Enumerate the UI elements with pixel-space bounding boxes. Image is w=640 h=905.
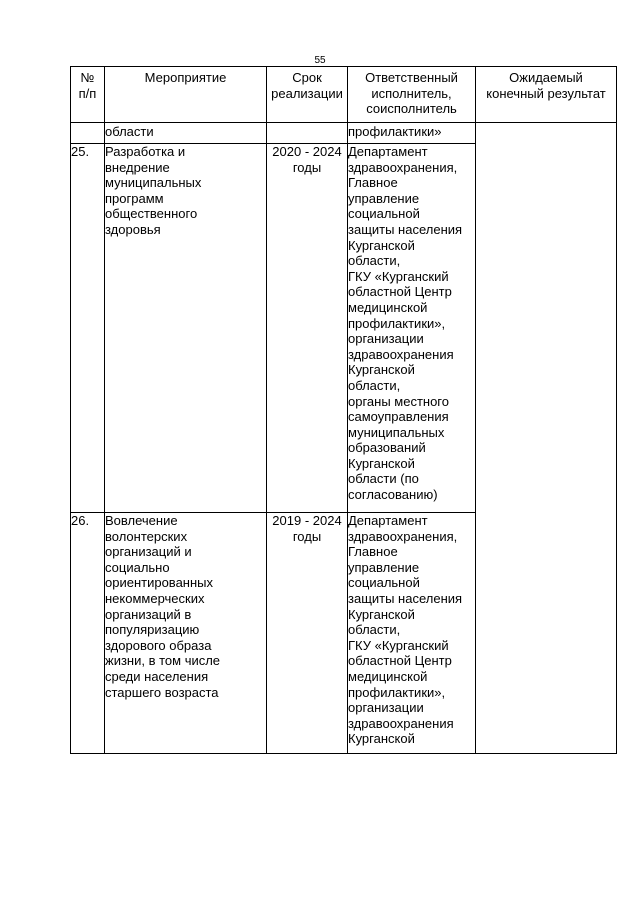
- responsible-line: областной Центр: [348, 284, 452, 300]
- responsible-line: образований: [348, 440, 426, 456]
- header-term-line-1: Срок: [292, 70, 322, 85]
- header-result-line-1: Ожидаемый: [509, 70, 583, 85]
- activity-line: организаций и: [105, 544, 192, 560]
- activity-line: Разработка и: [105, 144, 186, 159]
- activity-line: старшего возраста: [105, 684, 219, 700]
- responsible-line: здравоохранения,: [348, 528, 458, 544]
- header-num-line-2: п/п: [78, 85, 97, 101]
- responsible-line: областной Центр: [348, 653, 452, 669]
- header-responsible-line-1: Ответственный: [365, 70, 458, 85]
- table-header-row: [71, 67, 617, 123]
- term-line: 2020 - 2024: [272, 144, 342, 159]
- cell-responsible: [348, 144, 476, 513]
- header-activity-line-1: Мероприятие: [144, 70, 227, 85]
- cell-term: [267, 144, 348, 513]
- responsible-line: органы местного: [348, 393, 449, 409]
- responsible-line: ГКУ «Курганский: [348, 637, 449, 653]
- cell-activity: [105, 513, 267, 754]
- activity-line: области: [105, 124, 154, 139]
- responsible-line: профилактики»,: [348, 684, 446, 700]
- responsible-line: области,: [348, 622, 401, 638]
- header-term: [267, 67, 348, 123]
- activity-line: среди населения: [105, 668, 209, 684]
- header-result: [476, 67, 617, 123]
- cell-activity: [105, 144, 267, 513]
- responsible-line: социальной: [348, 575, 420, 591]
- cell-result: [476, 123, 617, 754]
- responsible-line: муниципальных: [348, 424, 445, 440]
- responsible-line: здравоохранения: [348, 346, 454, 362]
- responsible-line: управление: [348, 190, 420, 206]
- term-line: 2019 - 2024: [272, 513, 342, 528]
- activity-line: муниципальных: [105, 175, 202, 191]
- activity-line: организаций в: [105, 606, 192, 622]
- responsible-line: социальной: [348, 206, 420, 222]
- activity-line: волонтерских: [105, 528, 188, 544]
- term-line: годы: [292, 159, 322, 175]
- measures-table: [70, 66, 617, 754]
- responsible-line: ГКУ «Курганский: [348, 268, 449, 284]
- cell-responsible: [348, 513, 476, 754]
- responsible-line: области (по: [348, 471, 419, 487]
- term-line: годы: [292, 528, 322, 544]
- activity-line: популяризацию: [105, 622, 200, 638]
- responsible-line: профилактики»: [348, 124, 442, 139]
- responsible-line: Курганской: [348, 362, 415, 378]
- responsible-line: области,: [348, 253, 401, 269]
- cell-term: [267, 123, 348, 144]
- responsible-line: Курганской: [348, 237, 415, 253]
- responsible-line: Курганской: [348, 455, 415, 471]
- activity-line: жизни, в том числе: [105, 653, 221, 669]
- header-num-line-1: №: [80, 70, 95, 85]
- activity-line: ориентированных: [105, 575, 213, 591]
- cell-term: [267, 513, 348, 754]
- responsible-line: Главное: [348, 544, 398, 560]
- activity-line: общественного: [105, 206, 198, 222]
- activity-line: здорового образа: [105, 637, 212, 653]
- responsible-line: Департамент: [348, 144, 428, 159]
- responsible-line: медицинской: [348, 299, 428, 315]
- responsible-line: организации: [348, 700, 424, 716]
- responsible-line: защиты населения: [348, 590, 463, 606]
- responsible-line: области,: [348, 377, 401, 393]
- responsible-line: Курганской: [348, 731, 415, 747]
- cell-activity: [105, 123, 267, 144]
- responsible-line: здравоохранения,: [348, 159, 458, 175]
- responsible-line: самоуправления: [348, 409, 449, 425]
- responsible-line: Курганской: [348, 606, 415, 622]
- header-responsible-line-3: соисполнитель: [366, 101, 457, 117]
- header-activity: [105, 67, 267, 123]
- responsible-line: согласованию): [348, 487, 438, 503]
- responsible-line: здравоохранения: [348, 715, 454, 731]
- header-num: [71, 67, 105, 123]
- responsible-line: профилактики»,: [348, 315, 446, 331]
- table-row: [71, 123, 617, 144]
- header-term-line-2: реализации: [271, 85, 343, 101]
- page-number: 55: [314, 55, 326, 66]
- cell-num: [71, 123, 105, 144]
- activity-line: социально: [105, 559, 170, 575]
- header-responsible: [348, 67, 476, 123]
- activity-line: внедрение: [105, 159, 170, 175]
- responsible-line: медицинской: [348, 668, 428, 684]
- responsible-line: защиты населения: [348, 221, 463, 237]
- activity-line: некоммерческих: [105, 590, 205, 606]
- activity-line: здоровья: [105, 221, 161, 237]
- header-result-line-2: конечный результат: [486, 85, 606, 101]
- responsible-line: организации: [348, 331, 424, 347]
- cell-num: 25.: [71, 144, 105, 513]
- activity-line: Вовлечение: [105, 513, 178, 528]
- cell-responsible: [348, 123, 476, 144]
- header-responsible-line-2: исполнитель,: [371, 85, 452, 101]
- cell-num: 26.: [71, 513, 105, 754]
- responsible-line: Департамент: [348, 513, 428, 528]
- responsible-line: Главное: [348, 175, 398, 191]
- activity-line: программ: [105, 190, 164, 206]
- responsible-line: управление: [348, 559, 420, 575]
